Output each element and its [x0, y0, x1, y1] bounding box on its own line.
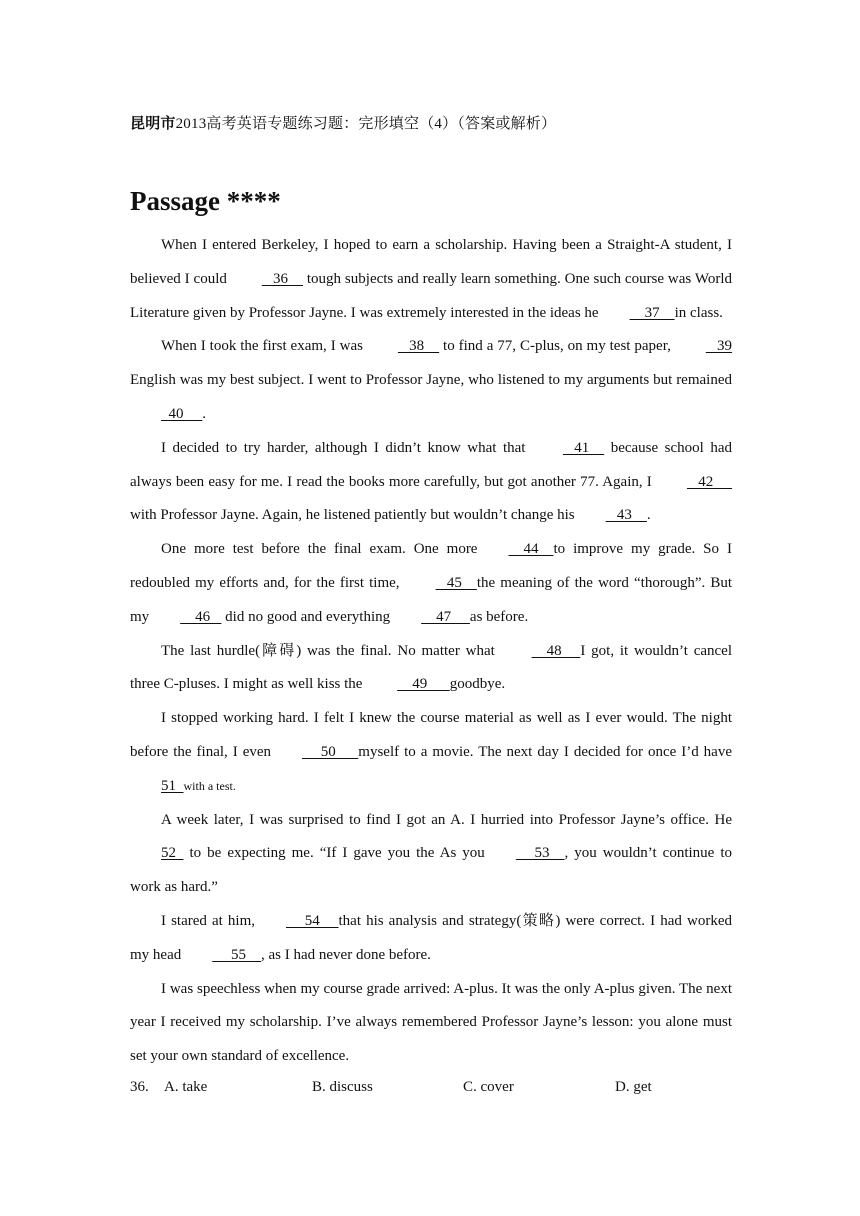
text: to be expecting me. “If I gave you the As you	[183, 845, 485, 862]
blank-53: 53	[515, 845, 565, 862]
text: .	[202, 405, 206, 422]
text: When I took the first exam, I was	[161, 338, 367, 355]
header-city: 昆明市	[130, 116, 176, 132]
passage-title: Passage ****	[130, 186, 281, 216]
paragraph-5	[130, 635, 732, 703]
document-header	[130, 112, 556, 133]
paragraph-4	[130, 533, 732, 634]
text: , you wouldn’t continue to work as hard.”	[130, 845, 732, 896]
text: English was my best subject. I went to Professor Jayne, who listened to my arguments but remained	[130, 372, 732, 389]
blank-43: 43	[605, 507, 647, 524]
blank-45: 45	[435, 574, 477, 591]
question-number: 36.	[130, 1079, 149, 1095]
text: in class.	[674, 304, 723, 321]
blank-52: 52	[161, 845, 184, 862]
blank-54: 54	[286, 912, 339, 929]
blank-42: 42	[687, 473, 732, 490]
blank-49: 49	[397, 676, 450, 693]
text: I decided to try harder, although I didn’t know what that	[161, 439, 532, 456]
paragraph-6	[130, 702, 732, 803]
text: with a test.	[183, 778, 236, 793]
text: The last hurdle(障碍) was the final. No matter what	[161, 642, 501, 659]
text: did no good and everything	[221, 608, 391, 625]
paragraph-1	[130, 229, 732, 330]
blank-36: 36	[261, 270, 304, 287]
text: tough subjects and really learn something. One such course was World Literature given by Professor Jayne. I was extremely interested in the ideas he	[130, 270, 732, 321]
text: One more test before the final exam. One more	[161, 541, 478, 558]
blank-51: 51	[161, 777, 184, 794]
text: with Professor Jayne. Again, he listened patiently but wouldn’t change his	[130, 507, 575, 524]
option-a: A. take	[164, 1079, 208, 1095]
paragraph-8	[130, 905, 732, 973]
passage-body	[130, 229, 732, 1074]
blank-55: 55	[212, 946, 261, 963]
blank-39: 39	[705, 338, 733, 355]
blank-44: 44	[508, 541, 554, 558]
paragraph-9	[130, 973, 732, 1074]
text: I got, it wouldn’t cancel three C-pluses. I might as well kiss the	[130, 642, 733, 693]
header-title: 2013高考英语专题练习题：完形填空（4）（答案或解析）	[175, 116, 557, 132]
paragraph-7	[130, 804, 732, 905]
text: that his analysis and strategy(策略) were correct. I had worked my head	[130, 912, 732, 963]
text: I stopped working hard. I felt I knew the course material as well as I ever would. The night before the final, I even	[130, 710, 732, 760]
text: the meaning of the word “thorough”. But my	[130, 574, 732, 625]
blank-46: 46	[180, 608, 222, 625]
paragraph-3	[130, 432, 732, 533]
text: as before.	[469, 608, 529, 625]
text: because school had always been easy for me. I read the books more carefully, but got another 77. Again, I	[130, 439, 732, 490]
option-d: D. get	[615, 1079, 652, 1095]
blank-41: 41	[562, 439, 605, 456]
blank-37: 37	[629, 304, 675, 321]
text: I stared at him,	[161, 912, 255, 929]
text: to find a 77, C-plus, on my test paper,	[439, 338, 675, 355]
text: goodbye.	[449, 676, 506, 693]
blank-38: 38	[397, 338, 440, 355]
option-b: B. discuss	[312, 1079, 373, 1095]
blank-48: 48	[531, 642, 581, 659]
text: A week later, I was surprised to find I got an A. I hurried into Professor Jayne’s office. He	[161, 811, 732, 828]
text: .	[646, 507, 651, 524]
text: , as I had never done before.	[260, 946, 431, 963]
text: When I entered Berkeley, I hoped to earn a scholarship. Having been a Straight-A student, I believed I could	[130, 237, 732, 287]
blank-47: 47	[421, 608, 470, 625]
paragraph-2	[130, 330, 732, 431]
text: myself to a movie. The next day I decided for once I’d have	[358, 743, 732, 760]
blank-40: 40	[161, 405, 203, 422]
option-c: C. cover	[463, 1079, 514, 1095]
blank-50: 50	[302, 743, 359, 760]
text: I was speechless when my course grade arrived: A-plus. It was the only A-plus given. The next year I received my scholarship. I’ve always remembered Professor Jayne’s lesson: you alone must set your own standard of excellence.	[130, 980, 732, 1065]
text: to improve my grade. So I redoubled my efforts and, for the first time,	[130, 541, 732, 591]
